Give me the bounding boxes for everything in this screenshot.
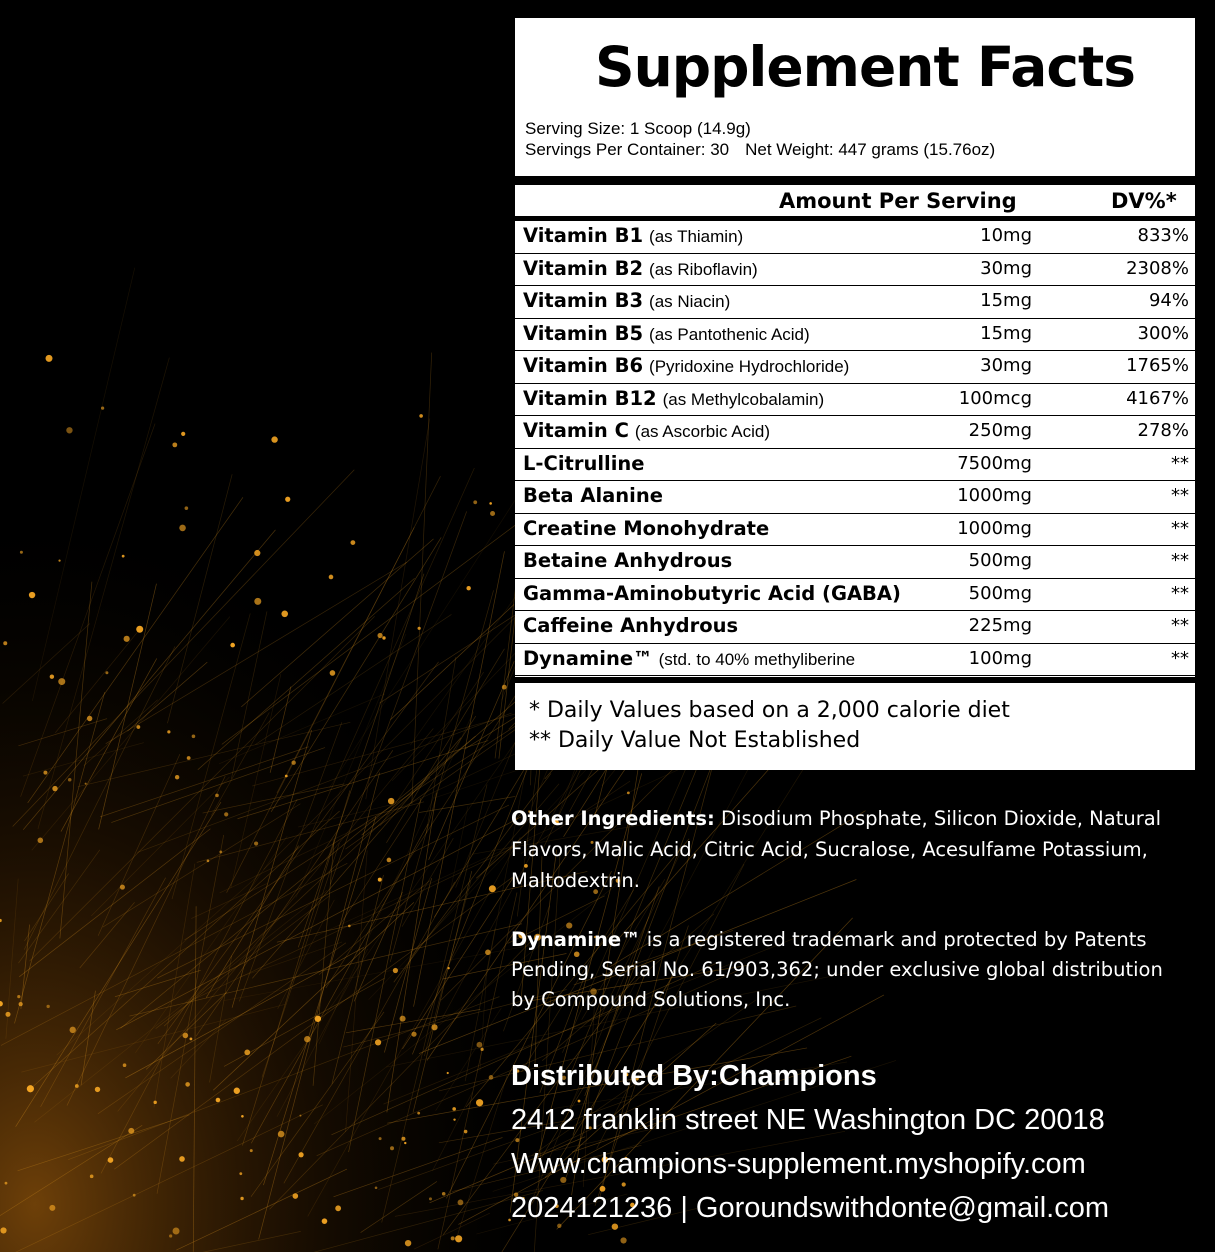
nutrient-row [515, 384, 1215, 417]
amount-per-serving-header: Amount Per Serving [779, 189, 1017, 213]
nutrient-amount: 15mg [980, 290, 1032, 311]
nutrient-name [523, 647, 855, 670]
nutrient-dv: ** [1171, 452, 1189, 474]
nutrient-dv: ** [1171, 615, 1189, 636]
nutrient-row [515, 449, 1215, 482]
nutrient-name-text: Dynamine™ [523, 646, 653, 670]
nutrient-name [523, 517, 775, 540]
dv-header: DV%* [1111, 189, 1177, 213]
nutrient-row [515, 579, 1215, 612]
nutrient-name [523, 224, 743, 247]
nutrient-name-text: Vitamin B2 [523, 256, 644, 280]
nutrient-row [515, 481, 1215, 514]
dynamine-notice-text: is a registered trademark and protected by Patents Pending, Serial No. 61/903,362; under exclusive global distribution by Compound Solutions, Inc. [511, 928, 1163, 1011]
nutrient-row [515, 319, 1215, 352]
other-ingredients-text: Disodium Phosphate, Silicon Dioxide, Natural Flavors, Malic Acid, Citric Acid, Sucralose, Acesulfame Potassium, Maltodextrin. [511, 807, 1162, 892]
nutrient-name [523, 582, 907, 605]
other-ingredients [511, 803, 1191, 896]
nutrient-dv: ** [1171, 647, 1189, 669]
net-weight: Net Weight: 447 grams (15.76oz) [745, 140, 996, 159]
nutrient-amount: 100mg [968, 647, 1032, 669]
nutrient-dv: 94% [1148, 290, 1189, 311]
nutrient-row [515, 351, 1215, 384]
supplement-facts-title: Supplement Facts [595, 35, 1135, 99]
nutrient-name-text: Vitamin C [523, 419, 629, 442]
other-ingredients-heading: Other Ingredients: [511, 807, 715, 830]
dynamine-notice-heading: Dynamine™ [511, 928, 641, 951]
nutrient-row [515, 221, 1215, 254]
nutrient-amount: 30mg [980, 257, 1032, 279]
servings-per-container: Servings Per Container: 30 [525, 140, 730, 159]
nutrient-note: (as Riboflavin) [649, 259, 758, 279]
nutrient-note: (Pyridoxine Hydrochloride) [649, 357, 850, 376]
dynamine-notice [511, 925, 1191, 1015]
nutrient-name [523, 322, 810, 345]
nutrient-amount: 1000mg [957, 485, 1032, 506]
nutrient-dv: ** [1171, 582, 1189, 604]
nutrient-name-text: Caffeine Anhydrous [523, 614, 739, 637]
nutrient-name-text: L-Citrulline [523, 451, 645, 475]
nutrient-row [515, 611, 1215, 644]
nutrient-row [515, 546, 1215, 579]
nutrient-dv: 2308% [1126, 257, 1189, 279]
nutrient-note: (as Methylcobalamin) [662, 389, 825, 409]
nutrient-dv: 833% [1137, 225, 1189, 246]
nutrient-dv: ** [1171, 517, 1189, 539]
nutrient-amount: 10mg [980, 225, 1032, 246]
nutrient-name [523, 419, 770, 442]
nutrient-amount: 250mg [968, 420, 1032, 441]
nutrient-amount: 15mg [980, 322, 1032, 344]
nutrient-name-text: Betaine Anhydrous [523, 549, 733, 572]
nutrient-name [523, 452, 651, 475]
nutrient-note: (as Thiamin) [649, 227, 744, 246]
footnote-daily-values: * Daily Values based on a 2,000 calorie diet [529, 698, 1010, 723]
distributor-website: Www.champions-supplement.myshopify.com [511, 1148, 1086, 1180]
nutrient-row [515, 644, 1215, 677]
nutrient-name-text: Vitamin B3 [523, 289, 644, 312]
supplement-facts-panel [515, 18, 1195, 770]
nutrient-table [515, 221, 1215, 676]
nutrient-amount: 500mg [968, 550, 1032, 571]
serving-size: Serving Size: 1 Scoop (14.9g) [525, 119, 751, 138]
nutrient-note: (as Pantothenic Acid) [649, 324, 810, 344]
footnotes [529, 696, 1010, 756]
nutrient-row [515, 286, 1215, 319]
nutrient-dv: ** [1171, 485, 1189, 506]
footnote-not-established: ** Daily Value Not Established [529, 728, 861, 753]
nutrient-name-text: Vitamin B5 [523, 321, 644, 345]
nutrient-name [523, 289, 730, 312]
nutrient-dv: ** [1171, 550, 1189, 571]
serving-info [525, 118, 1011, 160]
nutrient-amount: 100mcg [958, 387, 1032, 409]
nutrient-name [523, 257, 758, 280]
nutrient-note: (as Niacin) [649, 292, 731, 311]
nutrient-row [515, 254, 1215, 287]
nutrient-amount: 225mg [968, 615, 1032, 636]
nutrient-amount: 7500mg [957, 452, 1032, 474]
nutrient-row [515, 416, 1215, 449]
nutrient-amount: 500mg [968, 582, 1032, 604]
nutrient-name-text: Creatine Monohydrate [523, 516, 770, 540]
nutrient-name-text: Vitamin B6 [523, 354, 644, 377]
distributor-contact: 2024121236 | Goroundswithdonte@gmail.com [511, 1192, 1110, 1224]
nutrient-note: (std. to 40% methyliberine [658, 649, 856, 669]
nutrient-dv: 4167% [1126, 387, 1189, 409]
nutrient-name [523, 614, 744, 637]
nutrient-amount: 30mg [980, 355, 1032, 376]
distributor-address: 2412 franklin street NE Washington DC 20018 [511, 1104, 1105, 1136]
nutrient-name [523, 549, 738, 572]
nutrient-name [523, 484, 669, 507]
nutrient-amount: 1000mg [957, 517, 1032, 539]
divider-thick [515, 176, 1215, 185]
nutrient-name-text: Vitamin B1 [523, 224, 644, 247]
nutrient-name [523, 387, 824, 410]
nutrient-name [523, 354, 849, 377]
nutrient-dv: 278% [1137, 420, 1189, 441]
nutrient-name-text: Beta Alanine [523, 484, 663, 507]
nutrient-note: (as Ascorbic Acid) [634, 422, 771, 441]
distributor-heading: Distributed By:Champions [511, 1060, 877, 1092]
nutrient-dv: 300% [1137, 322, 1189, 344]
nutrient-name-text: Vitamin B12 [523, 386, 657, 410]
nutrient-row [515, 514, 1215, 547]
nutrient-dv: 1765% [1126, 355, 1189, 376]
divider-bottom [515, 677, 1215, 683]
nutrient-name-text: Gamma-Aminobutyric Acid (GABA) [523, 581, 901, 605]
